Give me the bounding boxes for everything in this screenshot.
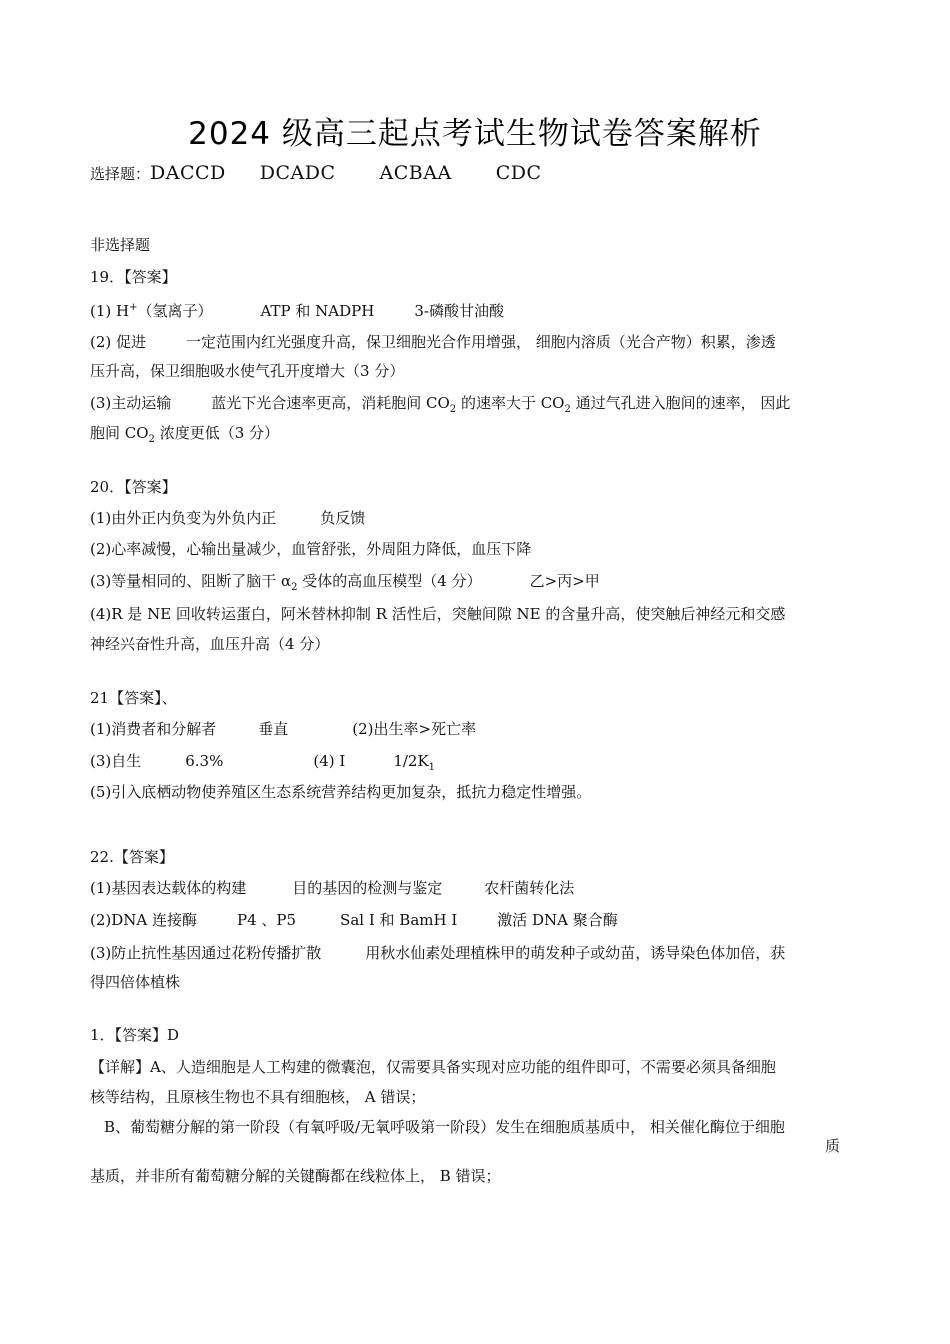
q22-2-c: Sal I 和 BamH I [340, 911, 458, 929]
q22-answer-1 [90, 878, 574, 898]
choice-group-3: ACBAA [379, 162, 452, 184]
q19-3-d: 通过气孔进入胞间的速率， 因此 [570, 394, 791, 412]
q1-heading: 1．【答案】D [90, 1026, 180, 1044]
q20-answer-3 [90, 571, 600, 598]
q22-answer-3b: 得四倍体植株 [90, 973, 181, 991]
q22-answer-3a [90, 943, 785, 963]
q22-answer-2 [90, 910, 618, 930]
choice-group-2: DCADC [259, 162, 336, 184]
choice-group-1: DACCD [150, 162, 226, 184]
q20-answer-2: (2)心率减慢，心输出量减少，血管舒张，外周阻力降低，血压下降 [90, 540, 532, 558]
q20-1-b: 负反馈 [320, 509, 366, 527]
choice-label: 选择题： [90, 165, 151, 183]
q19-3-a: (3)主动运输 [90, 394, 172, 412]
q22-2-b: P4 、P5 [237, 911, 297, 929]
q1-detail-3: B、葡萄糖分解的第一阶段（有氧呼吸/无氧呼吸第一阶段）发生在细胞质基质中， 相关催化酶位于细胞 [104, 1118, 785, 1136]
q19-3-e: 胞间 CO [90, 424, 149, 442]
q19-answer-3a [90, 393, 790, 420]
q19-answer-2b: 压升高，保卫细胞吸水使气孔开度增大（3 分） [90, 362, 405, 380]
q19-answer-2a [90, 332, 776, 352]
q22-3-a: (3)防止抗性基因通过花粉传播扩散 [90, 944, 322, 962]
q20-answer-1 [90, 508, 365, 528]
q21-2-d: 1/2K [393, 752, 429, 770]
q21-2-a: (3)自生 [90, 752, 142, 770]
q20-answer-4b: 神经兴奋性升高，血压升高（4 分） [90, 635, 330, 653]
q19-2-b: 一定范围内红光强度升高，保卫细胞光合作用增强， 细胞内溶质（光合产物）积累，渗透 [186, 333, 776, 351]
q1-detail-2: 核等结构，且原核生物也不具有细胞核， A 错误； [90, 1088, 426, 1106]
q21-answer-3: (5)引入底栖动物使养殖区生态系统营养结构更加复杂，抵抗力稳定性增强。 [90, 783, 592, 801]
q19-2-a: (2) 促进 [90, 333, 147, 351]
q22-1-c: 农杆菌转化法 [484, 879, 575, 897]
q22-2-d: 激活 DNA 聚合酶 [497, 911, 618, 929]
page-title: 2024 级高三起点考试生物试卷答案解析 [188, 116, 762, 152]
q19-heading: 19．【答案】 [90, 268, 177, 286]
q19-answer-3b [90, 423, 279, 450]
q19-1-d: 3-磷酸甘油酸 [414, 302, 504, 320]
q1-detail-1: 【详解】A、人造细胞是人工构建的微囊泡，仅需要具备实现对应功能的组件即可，不需要必须具备细胞 [90, 1058, 776, 1076]
q21-2-c: (4) Ⅰ [313, 752, 346, 770]
q21-2-b: 6.3% [185, 752, 224, 770]
q21-2-sub: 1 [428, 762, 436, 773]
q22-2-a: (2)DNA 连接酶 [90, 911, 197, 929]
q19-3-sub2: 2 [564, 404, 571, 415]
q22-1-a: (1)基因表达载体的构建 [90, 879, 247, 897]
q19-3-sub1: 2 [449, 404, 457, 415]
q1-detail-3-tail: 质 [824, 1137, 840, 1155]
q20-3-sub: 2 [291, 582, 298, 593]
q19-3-sub3: 2 [148, 434, 155, 445]
q20-heading: 20．【答案】 [90, 478, 177, 496]
q22-heading: 22.【答案】 [90, 848, 174, 866]
q19-1-sup: + [129, 302, 138, 313]
q19-answer-1 [90, 298, 504, 321]
q20-3-a: (3)等量相同的、阻断了脑干 α [90, 572, 292, 590]
q21-heading: 21【答案】、 [90, 689, 177, 707]
q19-1-c: ATP 和 NADPH [260, 302, 375, 320]
q19-3-f: 浓度更低（3 分） [154, 424, 280, 442]
q19-1-a: (1) H [90, 302, 130, 320]
q20-3-b: 受体的高血压模型（4 分） [297, 572, 482, 590]
q21-1-b: 垂直 [258, 720, 289, 738]
q20-answer-4a: (4)R 是 NE 回收转运蛋白，阿米替林抑制 R 活性后，突触间隙 NE 的含量升高，使突触后神经元和交感 [90, 605, 786, 623]
q19-1-b: （氢离子） [137, 302, 213, 320]
q1-detail-4: 基质，并非所有葡萄糖分解的关键酶都在线粒体上， B 错误； [90, 1167, 501, 1185]
nonchoice-label: 非选择题 [90, 236, 151, 254]
q19-3-b: 蓝光下光合速率更高，消耗胞间 CO [211, 394, 450, 412]
q21-1-a: (1)消费者和分解者 [90, 720, 217, 738]
choice-group-4: CDC [495, 162, 542, 184]
q19-3-c: 的速率大于 CO [456, 394, 565, 412]
q22-1-b: 目的基因的检测与鉴定 [292, 879, 443, 897]
q22-3-b: 用秋水仙素处理植株甲的萌发种子或幼苗，诱导染色体加倍，获 [365, 944, 786, 962]
q21-1-c: (2)出生率>死亡率 [352, 720, 477, 738]
q21-answer-1 [90, 719, 476, 739]
q20-3-c: 乙>丙>甲 [529, 572, 600, 590]
q20-1-a: (1)由外正内负变为外负内正 [90, 509, 277, 527]
choice-answers [90, 163, 542, 184]
q21-answer-2 [90, 751, 435, 778]
